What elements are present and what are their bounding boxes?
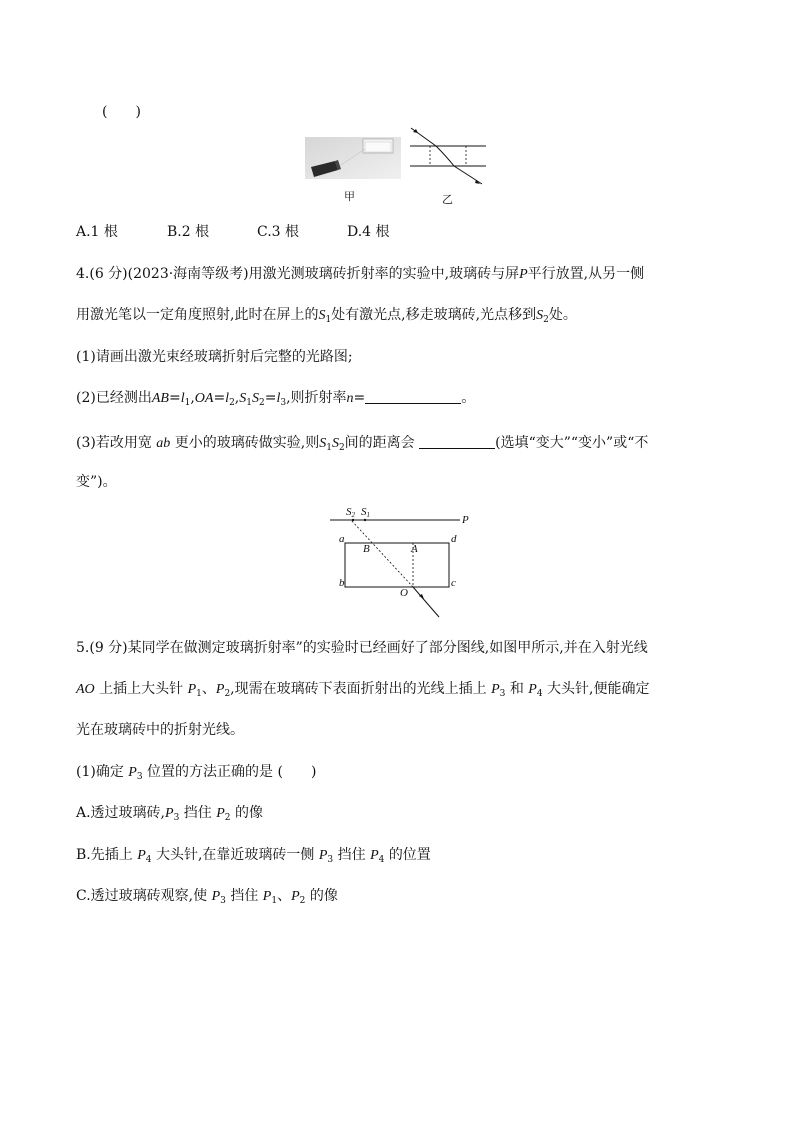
q4-glass-diagram	[325, 505, 475, 625]
incident-ray	[413, 587, 439, 617]
label-S1: $S_1$	[361, 506, 370, 519]
q4-sub3-line2: 变”)。	[76, 474, 117, 490]
q3-option-c: C.3 根	[257, 224, 300, 240]
label-c: c	[451, 577, 456, 589]
q5-option-c: C.透过玻璃砖观察,使 $P_3$ 挡住 $P_1$、$P_2$ 的像	[76, 888, 338, 906]
q3-answer-bracket: ( )	[102, 104, 141, 120]
label-d: d	[451, 533, 457, 545]
extended-ray	[351, 520, 413, 587]
q3-option-d: D.4 根	[347, 224, 390, 240]
q5-answer-bracket: ( )	[277, 764, 317, 780]
figure-yi-diagram	[406, 126, 488, 186]
q4-sub1: (1)请画出激光束经玻璃折射后完整的光路图;	[76, 349, 353, 365]
q5-stem-line3: 光在玻璃砖中的折射光线。	[76, 722, 244, 738]
q5-stem-line2: AO 上插上大头针 $P_1$、$P_2$,现需在玻璃砖下表面折射出的光线上插上 $P_3$ 和 $P_4$ 大头针,便能确定	[76, 681, 650, 699]
label-A: A	[411, 543, 418, 555]
q5-option-b: B.先插上 $P_4$ 大头针,在靠近玻璃砖一侧 $P_3$ 挡住 $P_4$ 的位置	[76, 847, 431, 865]
q4-header: 4.(6 分)(2023·海南等级考)	[76, 266, 249, 282]
q3-photo-jia	[305, 137, 401, 179]
q4-stem-line1: 4.(6 分)(2023·海南等级考)用激光测玻璃砖折射率的实验中,玻璃砖与屏P平行放置,从另一侧	[76, 266, 645, 282]
q3-option-a: A.1 根	[76, 224, 118, 240]
label-b: b	[339, 577, 345, 589]
glass-block	[345, 543, 449, 587]
q3-option-b: B.2 根	[167, 224, 210, 240]
label-S2: $S_2$	[346, 506, 355, 519]
q4-answer-blank-n[interactable]	[365, 389, 461, 404]
label-B: B	[363, 543, 370, 555]
label-a: a	[339, 533, 345, 545]
q4-sub3-line1: (3)若改用宽 ab 更小的玻璃砖做实验,则$S_1S_2$间的距离会 (选填“变大”“变小”或“不	[76, 435, 649, 453]
q4-stem-line2: 用激光笔以一定角度照射,此时在屏上的$S_1$处有激光点,移走玻璃砖,光点移到$S_2$处。	[76, 307, 577, 325]
q4-answer-blank-distance[interactable]	[419, 434, 495, 449]
figure-yi-caption: 乙	[442, 193, 453, 206]
q5-stem-line1: 5.(9 分)某同学在做测定玻璃折射率”的实验时已经画好了部分图线,如图甲所示,并在入射光线	[76, 640, 648, 656]
q5-option-a: A.透过玻璃砖$,P_3$ 挡住 $P_2$ 的像	[76, 805, 263, 823]
laser-photo-image	[305, 137, 401, 179]
q4-sub2: (2)已经测出$AB=l_1,OA=l_2,S_1S_2=l_3$,则折射率n= 。	[76, 390, 476, 408]
label-P: P	[462, 514, 469, 526]
label-O: O	[400, 587, 408, 599]
q5-sub1: (1)确定 $P_3$ 位置的方法正确的是 ( )	[76, 764, 317, 782]
figure-jia-caption: 甲	[344, 190, 355, 203]
